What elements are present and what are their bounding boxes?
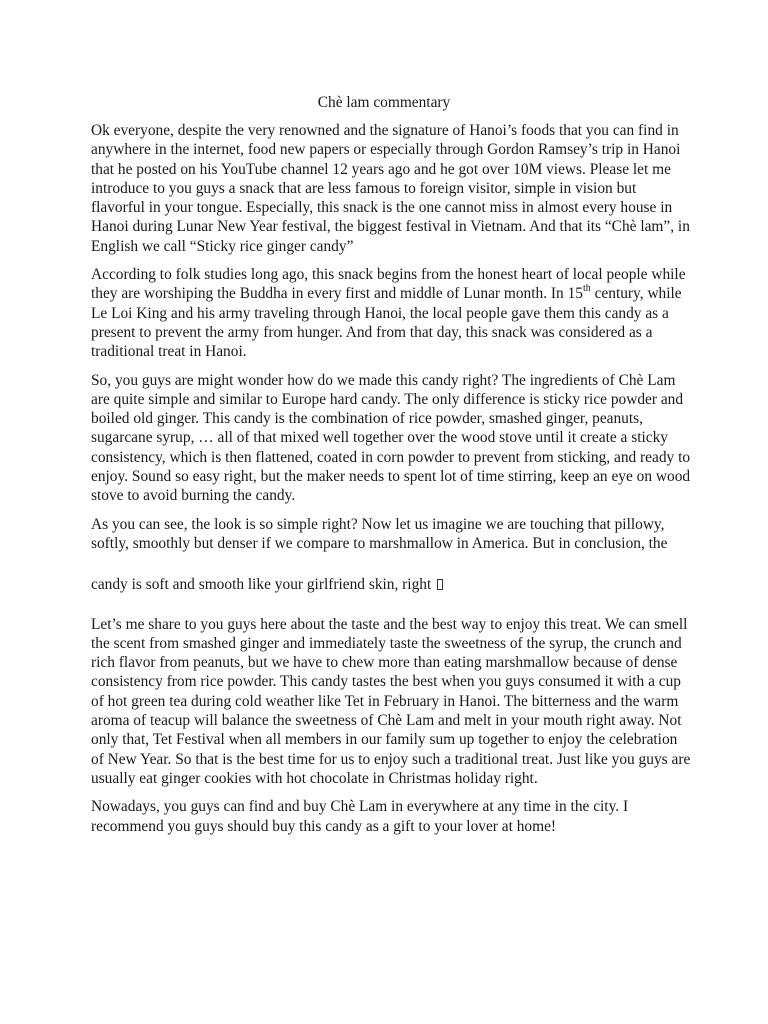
paragraph-history-text-start: According to folk studies long ago, this snack begins from the honest heart of local people while they are worshiping the Buddha in every first and middle of Lunar month. In 15 — [91, 266, 686, 303]
superscript-ordinal: th — [582, 283, 591, 295]
document-body — [91, 121, 691, 845]
paragraph-history — [91, 265, 691, 361]
paragraph-look: As you can see, the look is so simple right? Now let us imagine we are touching that pillowy, softly, smoothly but denser if we compare to marshmallow in America. But in conclusion, the — [91, 515, 668, 552]
missing-glyph-icon — [437, 579, 443, 590]
paragraph-texture — [91, 575, 691, 594]
paragraph-history-text-end: century, while Le Loi King and his army traveling through Hanoi, the local people gave them this candy as a present to prevent the army from hunger. And from that day, this snack was considered as a traditional treat in Hanoi. — [91, 285, 682, 361]
document-title: Chè lam commentary — [317, 94, 451, 111]
paragraph-ingredients: So, you guys are might wonder how do we made this candy right? The ingredients of Chè Lam are quite simple and similar to Europe hard candy. The only difference is sticky rice powder and boiled old ginger. This candy is the combination of rice powder, smashed ginger, peanuts, sugarcane syrup, … all of that mixed well together over the wood stove until it create a sticky consistency, which is then flattened, coated in corn powder to prevent from sticking, and ready to enjoy. Sound so easy right, but the maker needs to spent lot of time stirring, keep an eye on wood stove to avoid burning the candy. — [91, 371, 691, 505]
paragraph-conclusion: Nowadays, you guys can find and buy Chè Lam in everywhere at any time in the city. I recommend you guys should buy this candy as a gift to your lover at home! — [91, 798, 629, 835]
paragraph-texture-text: candy is soft and smooth like your girlfriend skin, right — [91, 576, 432, 594]
paragraph-intro: Ok everyone, despite the very renowned and the signature of Hanoi’s foods that you can find in anywhere in the internet, food new papers or especially through Gordon Ramsey’s trip in Hanoi that he posted on his YouTube channel 12 years ago and he got over 10M views. Please let me introduce to you guys a snack that are less famous to foreign visitor, simple in vision but flavorful in your tongue. Especially, this snack is the one cannot miss in almost every house in Hanoi during Lunar New Year festival, the biggest festival in Vietnam. And that its “Chè lam”, in English we call “Sticky rice ginger candy” — [91, 122, 690, 255]
paragraph-taste: Let’s me share to you guys here about the taste and the best way to enjoy this treat. We can smell the scent from smashed ginger and immediately taste the sweetness of the syrup, the crunch and rich flavor from peanuts, but we have to chew more than eating marshmallow because of dense consistency from rice powder. This candy tastes the best when you guys consumed it with a cup of hot green tea during cold weather like Tet in February in Hanoi. The bitterness and the warm aroma of teacup will balance the sweetness of Chè Lam and melt in your mouth right away. Not only that, Tet Festival when all members in our family sum up together to enjoy the celebration of New Year. So that is the best time for us to enjoy such a traditional treat. Just like you guys are usually eat ginger cookies with hot chocolate in Christmas holiday right. — [91, 615, 691, 787]
